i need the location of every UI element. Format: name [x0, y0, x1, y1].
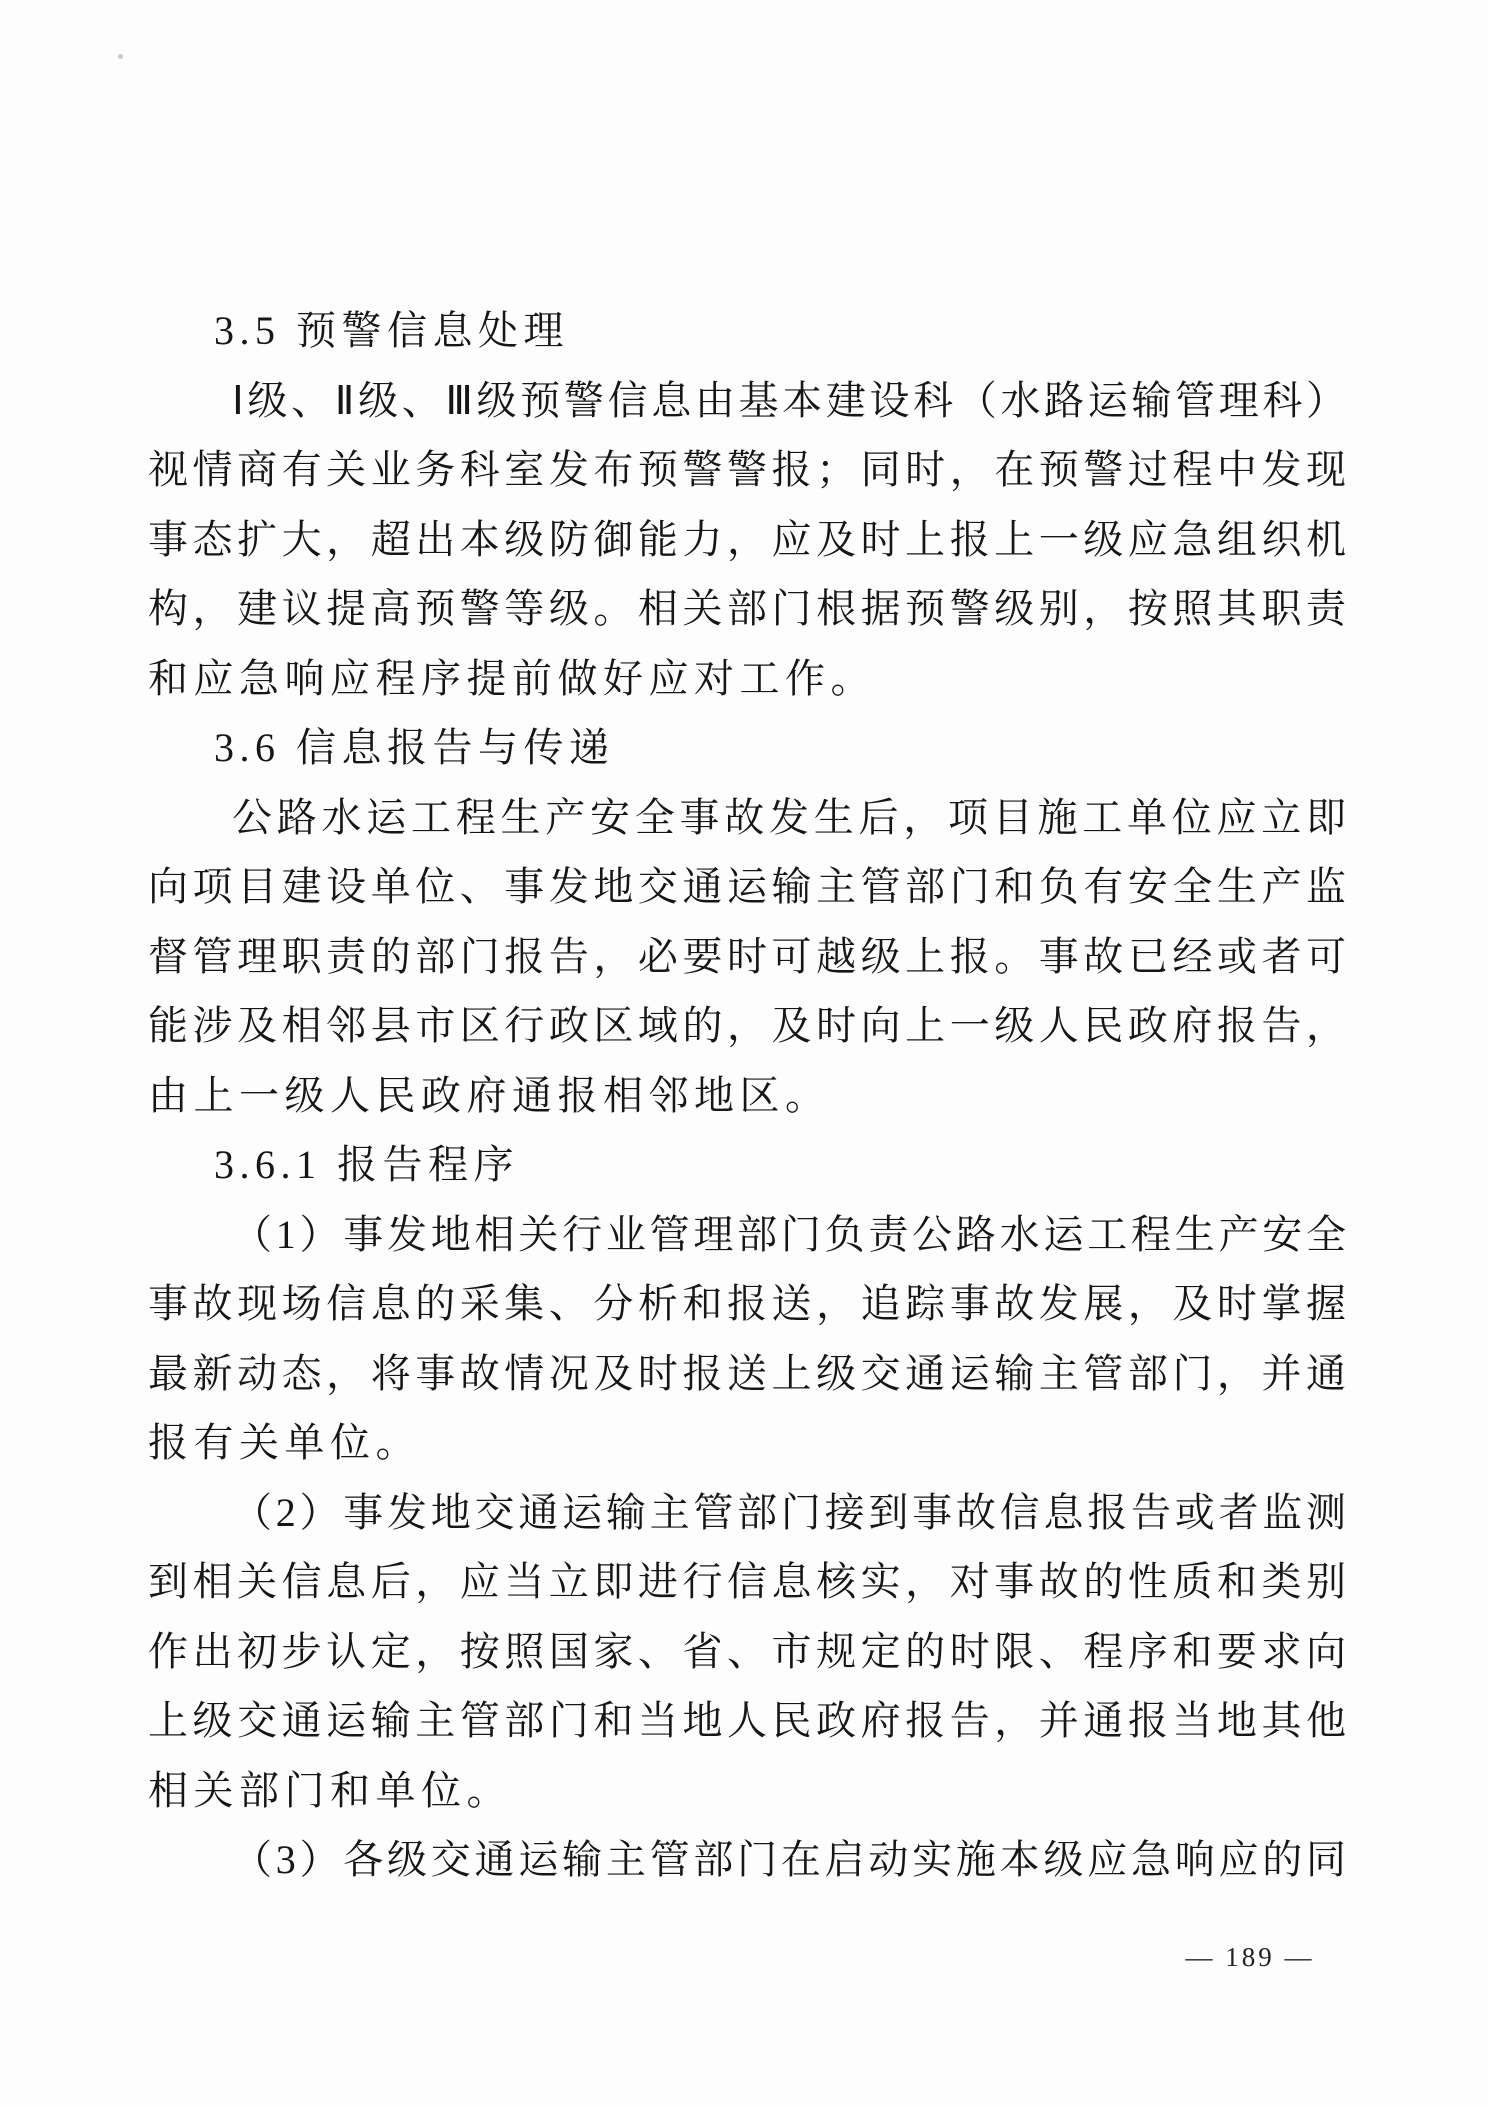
text-line: 作出初步认定，按照国家、省、市规定的时限、程序和要求向: [148, 1628, 1346, 1674]
text-line: 向项目建设单位、事发地交通运输主管部门和负有安全生产监: [148, 864, 1346, 909]
text-line: （1）事发地相关行业管理部门负责公路水运工程生产安全: [232, 1211, 1346, 1257]
text-line: （3）各级交通运输主管部门在启动实施本级应急响应的同: [232, 1837, 1346, 1882]
section-heading: 3.5 预警信息处理: [214, 308, 569, 353]
text-line: 事态扩大，超出本级防御能力，应及时上报上一级应急组织机: [148, 516, 1346, 562]
text-line: 相关部门和单位。: [148, 1767, 512, 1813]
text-block: [148, 296, 1346, 1895]
text-line: 公路水运工程生产安全事故发生后，项目施工单位应立即: [232, 794, 1346, 840]
text-line: 视情商有关业务科室发布预警警报；同时，在预警过程中发现: [148, 447, 1346, 492]
text-line: （2）事发地交通运输主管部门接到事故信息报告或者监测: [232, 1489, 1346, 1535]
text-line: 构，建议提高预警等级。相关部门根据预警级别，按照其职责: [148, 586, 1346, 631]
page-number: — 189 —: [1185, 1942, 1315, 1972]
text-line: 报有关单位。: [148, 1420, 421, 1465]
text-line: 事故现场信息的采集、分析和报送，追踪事故发展，及时掌握: [148, 1281, 1346, 1326]
text-line: 和应急响应程序提前做好应对工作。: [148, 655, 876, 701]
section-heading: 3.6.1 报告程序: [214, 1142, 519, 1187]
text-line: 督管理职责的部门报告，必要时可越级上报。事故已经或者可: [148, 933, 1346, 979]
text-line: 能涉及相邻县市区行政区域的，及时向上一级人民政府报告，: [148, 1003, 1346, 1048]
text-line: 最新动态，将事故情况及时报送上级交通运输主管部门，并通: [148, 1350, 1346, 1396]
scan-speck: [118, 54, 123, 59]
text-line: Ⅰ级、Ⅱ级、Ⅲ级预警信息由基本建设科（水路运输管理科）: [232, 377, 1346, 423]
text-line: 到相关信息后，应当立即进行信息核实，对事故的性质和类别: [148, 1559, 1346, 1604]
section-heading: 3.6 信息报告与传递: [214, 725, 615, 770]
text-line: 由上一级人民政府通报相邻地区。: [148, 1072, 831, 1118]
text-line: 上级交通运输主管部门和当地人民政府报告，并通报当地其他: [148, 1698, 1346, 1743]
